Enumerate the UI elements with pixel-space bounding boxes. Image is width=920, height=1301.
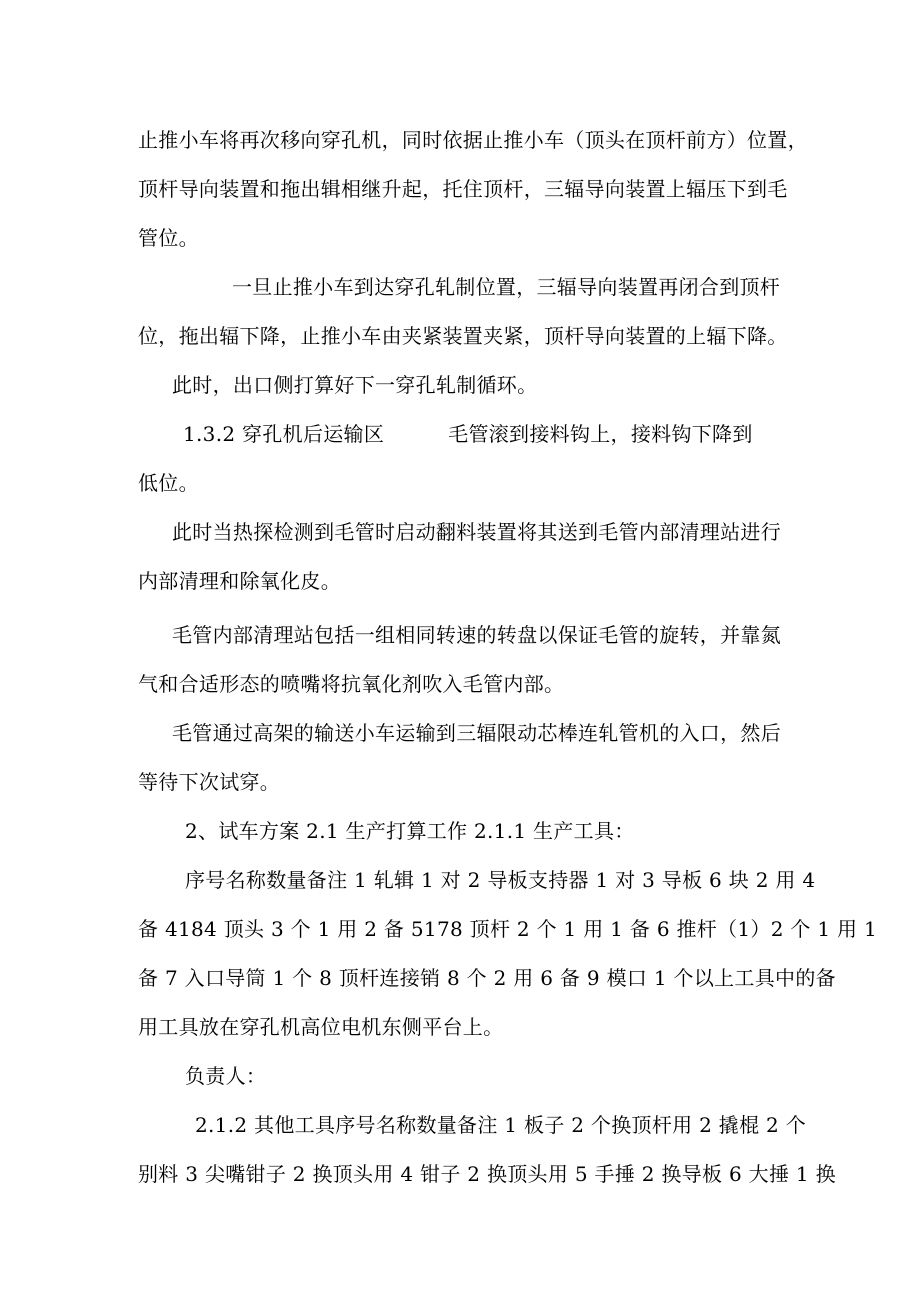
- text-line: 一旦止推小车到达穿孔轧制位置，三辐导向装置再闭合到顶杆: [232, 275, 781, 299]
- text-line: 备 4184 顶头 3 个 1 用 2 备 5178 顶杆 2 个 1 用 1 备 6 推杆（1）2 个 1 用 1: [138, 917, 878, 941]
- text-line: 管位。: [138, 226, 199, 250]
- text-line: 顶杆导向装置和拖出辑相继升起，托住顶杆，三辐导向装置上辐压下到毛: [138, 177, 788, 201]
- text-run: 毛管滚到接料钩上，接料钩下降到: [448, 422, 753, 446]
- text-line: 别料 3 尖嘴钳子 2 换顶头用 4 钳子 2 换顶头用 5 手捶 2 换导板 6 大捶 1 换: [138, 1162, 836, 1186]
- text-line: 低位。: [138, 471, 199, 495]
- text-line: 此时当热探检测到毛管时启动翻料装置将其送到毛管内部清理站进行: [172, 520, 781, 544]
- section-heading: 1.3.2 穿孔机后运输区: [183, 422, 385, 446]
- text-line: 备 7 入口导筒 1 个 8 顶杆连接销 8 个 2 用 6 备 9 模口 1 个以上工具中的备: [138, 966, 836, 990]
- text-line: 2、试车方案 2.1 生产打算工作 2.1.1 生产工具：: [185, 819, 635, 843]
- text-line: 负责人：: [185, 1064, 267, 1088]
- text-line: 毛管内部清理站包括一组相同转速的转盘以保证毛管的旋转，并靠氮: [172, 623, 781, 647]
- text-line: 内部清理和除氧化皮。: [138, 569, 341, 593]
- text-line: 序号名称数量备注 1 轧辑 1 对 2 导板支持器 1 对 3 导板 6 块 2 用 4: [185, 868, 816, 892]
- text-line: 止推小车将再次移向穿孔机，同时依据止推小车（顶头在顶杆前方）位置，: [138, 128, 808, 152]
- text-line: 等待下次试穿。: [138, 770, 281, 794]
- text-line: 气和合适形态的喷嘴将抗氧化剂吹入毛管内部。: [138, 672, 565, 696]
- text-line: 用工具放在穿孔机高位电机东侧平台上。: [138, 1015, 504, 1039]
- text-line: 2.1.2 其他工具序号名称数量备注 1 板子 2 个换顶杆用 2 撬棍 2 个: [195, 1113, 807, 1137]
- text-line: 此时，出口侧打算好下一穿孔轧制循环。: [172, 373, 538, 397]
- text-line: 位，拖出辐下降，止推小车由夹紧装置夹紧，顶杆导向装置的上辐下降。: [138, 324, 788, 348]
- text-line: 毛管通过高架的输送小车运输到三辐限动芯棒连轧管机的入口，然后: [172, 721, 781, 745]
- section-heading-line: [183, 420, 753, 448]
